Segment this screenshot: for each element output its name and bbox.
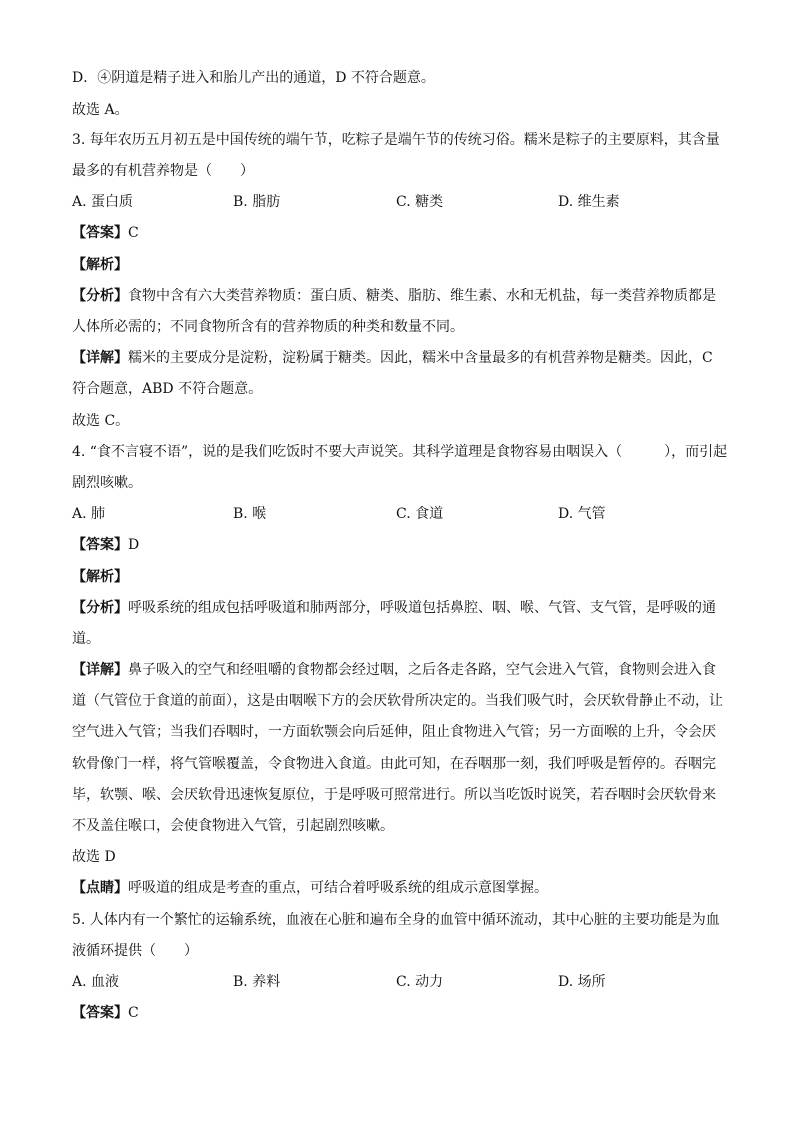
question-5-text: 液循环提供（ ） — [72, 943, 198, 959]
detail-line — [72, 661, 716, 679]
answer-value: C — [128, 1005, 139, 1021]
option-b: B. 脂肪 — [233, 194, 281, 210]
question-4-text: 剧烈咳嗽。 — [72, 475, 142, 491]
option-c: C. 动力 — [396, 974, 444, 990]
analysis-heading — [72, 568, 128, 586]
question-3-text: 最多的有机营养物是（ ） — [72, 163, 254, 179]
option-d: D. 场所 — [558, 974, 606, 990]
detail-text: 糯米的主要成分是淀粉，淀粉属于糖类。因此，糯米中含量最多的有机营养物是糖类。因此，C — [128, 350, 713, 366]
analysis-tag: 【解析】 — [72, 569, 128, 585]
answer-line — [72, 224, 139, 242]
text-line: D．④阴道是精子进入和胎儿产出的通道，D 不符合题意。 — [72, 70, 435, 86]
analysis-heading — [72, 256, 128, 274]
text-line: 故选 D — [72, 849, 116, 865]
text-line: 软骨像门一样，将气管喉覆盖，令食物进入食道。由此可知，在吞咽那一刻，我们呼吸是暂停的。吞咽完 — [72, 756, 716, 772]
analysis-tag: 【解析】 — [72, 257, 128, 273]
pointer-text: 呼吸道的组成是考查的重点，可结合着呼吸系统的组成示意图掌握。 — [128, 880, 548, 896]
question-3-options — [72, 193, 732, 211]
option-b: B. 喉 — [233, 506, 267, 522]
option-a: A. 蛋白质 — [72, 194, 134, 210]
answer-tag: 【答案】 — [72, 537, 128, 553]
detail-text: 鼻子吸入的空气和经咀嚼的食物都会经过咽，之后各走各路，空气会进入气管，食物则会进入食 — [128, 662, 716, 678]
answer-value: C — [128, 225, 139, 241]
text-line: 道（气管位于食道的前面），这是由咽喉下方的会厌软骨所决定的。当我们吸气时，会厌软骨静止不动，让 — [72, 693, 723, 709]
text-line: 故选 A。 — [72, 102, 129, 118]
fenxi-tag: 【分析】 — [72, 288, 128, 304]
answer-tag: 【答案】 — [72, 1005, 128, 1021]
fenxi-text: 呼吸系统的组成包括呼吸道和肺两部分，呼吸道包括鼻腔、咽、喉、气管、支气管，是呼吸的通 — [128, 600, 716, 616]
option-b: B. 养料 — [233, 974, 281, 990]
detail-tag: 【详解】 — [72, 350, 128, 366]
question-5-options — [72, 973, 732, 991]
text-line: 不及盖住喉口，会使食物进入气管，引起剧烈咳嗽。 — [72, 818, 394, 834]
fenxi-text: 食物中含有六大类营养物质：蛋白质、糖类、脂肪、维生素、水和无机盐，每一类营养物质都是 — [128, 288, 716, 304]
pointer-tag: 【点睛】 — [72, 880, 128, 896]
answer-tag: 【答案】 — [72, 225, 128, 241]
detail-tag: 【详解】 — [72, 662, 128, 678]
pointer-line — [72, 879, 548, 897]
fenxi-tag: 【分析】 — [72, 600, 128, 616]
text-line: 空气进入气管；当我们吞咽时，一方面软颚会向后延伸，阻止食物进入气管；另一方面喉的上升，令会厌 — [72, 724, 716, 740]
text-line: 毕，软颚、喉、会厌软骨迅速恢复原位，于是呼吸可照常进行。所以当吃饭时说笑，若吞咽时会厌软骨来 — [72, 787, 716, 803]
option-d: D. 气管 — [558, 506, 606, 522]
option-a: A. 血液 — [72, 974, 120, 990]
option-c: C. 糖类 — [396, 194, 444, 210]
text-line: 符合题意，ABD 不符合题意。 — [72, 381, 263, 397]
text-line: 人体所必需的；不同食物所含有的营养物质的种类和数量不同。 — [72, 319, 464, 335]
option-a: A. 肺 — [72, 506, 106, 522]
question-3-text: 3. 每年农历五月初五是中国传统的端午节，吃粽子是端午节的传统习俗。糯米是粽子的主要原料，其含量 — [72, 132, 720, 148]
fenxi-line — [72, 599, 716, 617]
answer-value: D — [128, 537, 140, 553]
option-c: C. 食道 — [396, 506, 444, 522]
question-4-options — [72, 505, 732, 523]
detail-line — [72, 349, 713, 367]
question-5-text: 5. 人体内有一个繁忙的运输系统，血液在心脏和遍布全身的血管中循环流动，其中心脏的主要功能是为血 — [72, 912, 720, 928]
text-line: 故选 C。 — [72, 413, 130, 429]
answer-line — [72, 536, 139, 554]
question-4-text: 4. “食不言寝不语”，说的是我们吃饭时不要大声说笑。其科学道理是食物容易由咽误入（ ），而引起 — [72, 444, 728, 460]
text-line: 道。 — [72, 631, 100, 647]
fenxi-line — [72, 287, 716, 305]
answer-line — [72, 1004, 139, 1022]
option-d: D. 维生素 — [558, 194, 620, 210]
